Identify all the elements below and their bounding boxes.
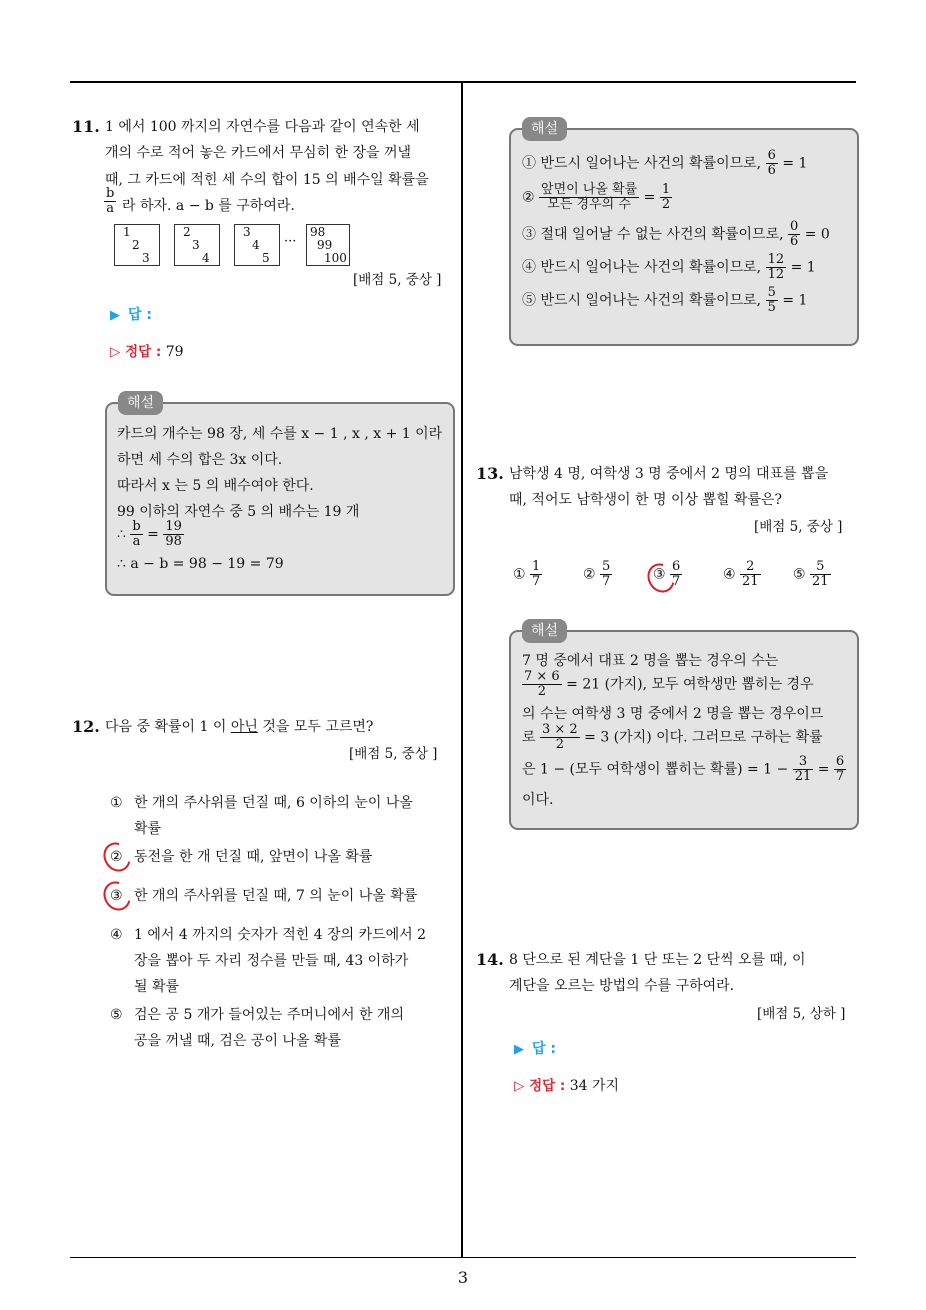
explanation-line: 로 $\frac{3 \times 2}{2}$ = 3 (가지) 이다. 그러므로 구하는 확률 (522, 722, 823, 752)
choice: ⑤ $\frac{5}{21}$ (793, 559, 829, 589)
number-card: 3 4 5 (234, 224, 280, 266)
option-mark: ③ (110, 888, 123, 904)
answer-label: ▶ 답 : (514, 1041, 556, 1057)
correct-answer: ▷ 정답 : 34 가지 (514, 1078, 620, 1094)
option-text: 검은 공 5 개가 들어있는 주머니에서 한 개의 (134, 1007, 404, 1023)
number-card: 98 99 100 (306, 224, 350, 266)
explanation-line: ③ 절대 일어날 수 없는 사건의 확률이므로, $\frac{0}{6}$ = 0 (522, 219, 830, 249)
bottom-rule (70, 1257, 856, 1258)
explanation-fraction-line: ∴ $\frac{b}{a}$ = $\frac{19}{98}$ (117, 519, 182, 549)
explanation-text: 카드의 개수는 98 장, 세 수를 x − 1 , x , x + 1 이라 (117, 426, 443, 442)
explanation-line: 은 1 − (모두 여학생이 뽑히는 확률) = 1 − $\frac{3}{21}$ = $\frac{6}{7}$ (522, 754, 845, 784)
explanation-text: 의 수는 여학생 3 명 중에서 2 명을 뽑는 경우이므 (522, 706, 824, 722)
question-text: 1 에서 100 까지의 자연수를 다음과 같이 연속한 세 (105, 119, 420, 135)
fraction: $\frac{b}{a}$ (106, 186, 115, 216)
option-mark: ① (110, 795, 123, 811)
explanation-text: 7 명 중에서 대표 2 명을 뽑는 경우의 수는 (522, 653, 779, 669)
question-text: 8 단으로 된 계단을 1 단 또는 2 단씩 오를 때, 이 (509, 952, 806, 968)
option-mark: ② (110, 849, 123, 865)
explanation-text: 따라서 x 는 5 의 배수여야 한다. (117, 478, 314, 494)
answer-label: ▶ 답 : (110, 307, 152, 323)
ellipsis: ··· (284, 234, 297, 249)
number-card: 1 2 3 (114, 224, 160, 266)
correct-answer: ▷ 정답 : 79 (110, 344, 184, 360)
option-text: 될 확률 (134, 979, 180, 995)
selection-circle (98, 877, 136, 916)
selection-circle (98, 838, 136, 877)
column-divider (461, 82, 463, 1258)
explanation-line: ① 반드시 일어나는 사건의 확률이므로, $\frac{6}{6}$ = 1 (522, 148, 808, 178)
play-icon: ▶ (110, 308, 120, 323)
score-meta: [배점 5, 중상 ] (353, 272, 442, 288)
choice: ① $\frac{1}{7}$ (513, 559, 541, 589)
question-text: 때, 적어도 남학생이 한 명 이상 뽑힐 확률은? (509, 492, 783, 508)
question-text: 라 하자. a − b 를 구하여라. (122, 198, 295, 214)
explanation-line: ② $\frac{\text{앞면이 나올 확률}}{\text{모든 경우의 수}}$ = $\frac{1}{2}$ (522, 182, 671, 212)
option-text: 장을 뽑아 두 자리 정수를 만들 때, 43 이하가 (134, 953, 409, 969)
option-text: 동전을 한 개 던질 때, 앞면이 나올 확률 (134, 849, 373, 865)
top-rule (70, 81, 856, 83)
question-text: 남학생 4 명, 여학생 3 명 중에서 2 명의 대표를 뽑을 (509, 466, 829, 482)
score-meta: [배점 5, 중상 ] (349, 746, 438, 762)
explanation-tab: 해설 (522, 619, 567, 643)
option-text: 1 에서 4 까지의 숫자가 적힌 4 장의 카드에서 2 (134, 927, 427, 943)
score-meta: [배점 5, 중상 ] (754, 519, 843, 535)
question-number: 11. (72, 117, 100, 136)
option-mark: ④ (110, 927, 123, 943)
option-text: 한 개의 주사위를 던질 때, 7 의 눈이 나올 확률 (134, 888, 418, 904)
choice: ② $\frac{5}{7}$ (583, 559, 611, 589)
explanation-line: ④ 반드시 일어나는 사건의 확률이므로, $\frac{12}{12}$ = 1 (522, 252, 816, 282)
explanation-text: 하면 세 수의 합은 3x 이다. (117, 452, 283, 468)
question-text: 개의 수로 적어 놓은 카드에서 무심히 한 장을 꺼낼 (105, 145, 412, 161)
page-number: 3 (457, 1268, 469, 1287)
explanation-tab: 해설 (118, 391, 163, 415)
triangle-icon: ▷ (110, 344, 126, 360)
question-number: 14. (476, 950, 504, 969)
explanation-line: $\frac{7 \times 6}{2}$ = 21 (가지), 모두 여학생만 뽑히는 경우 (524, 669, 814, 699)
score-meta: [배점 5, 상하 ] (757, 1006, 846, 1022)
option-mark: ⑤ (110, 1007, 123, 1023)
explanation-line: ⑤ 반드시 일어나는 사건의 확률이므로, $\frac{5}{5}$ = 1 (522, 285, 808, 315)
choice: ③ $\frac{6}{7}$ (653, 559, 681, 589)
option-text: 공을 꺼낼 때, 검은 공이 나올 확률 (134, 1033, 341, 1049)
option-text: 확률 (134, 821, 162, 837)
question-text: 때, 그 카드에 적힌 세 수의 합이 15 의 배수일 확률을 (105, 172, 429, 188)
number-card: 2 3 4 (174, 224, 220, 266)
explanation-text: 99 이하의 자연수 중 5 의 배수는 19 개 (117, 504, 360, 520)
option-text: 한 개의 주사위를 던질 때, 6 이하의 눈이 나올 (134, 795, 413, 811)
question-number: 13. (476, 464, 504, 483)
question-text: 계단을 오르는 방법의 수를 구하여라. (509, 978, 735, 994)
underlined-word: 아닌 (230, 719, 258, 735)
triangle-icon: ▷ (514, 1078, 530, 1094)
question-text: 다음 중 확률이 1 이 아닌 것을 모두 고르면? (105, 719, 374, 735)
choice: ④ $\frac{2}{21}$ (723, 559, 759, 589)
explanation-tab: 해설 (522, 117, 567, 141)
play-icon: ▶ (514, 1042, 524, 1057)
explanation-text: 이다. (522, 792, 554, 808)
explanation-text: ∴ a − b = 98 − 19 = 79 (117, 556, 284, 572)
question-number: 12. (72, 717, 100, 736)
